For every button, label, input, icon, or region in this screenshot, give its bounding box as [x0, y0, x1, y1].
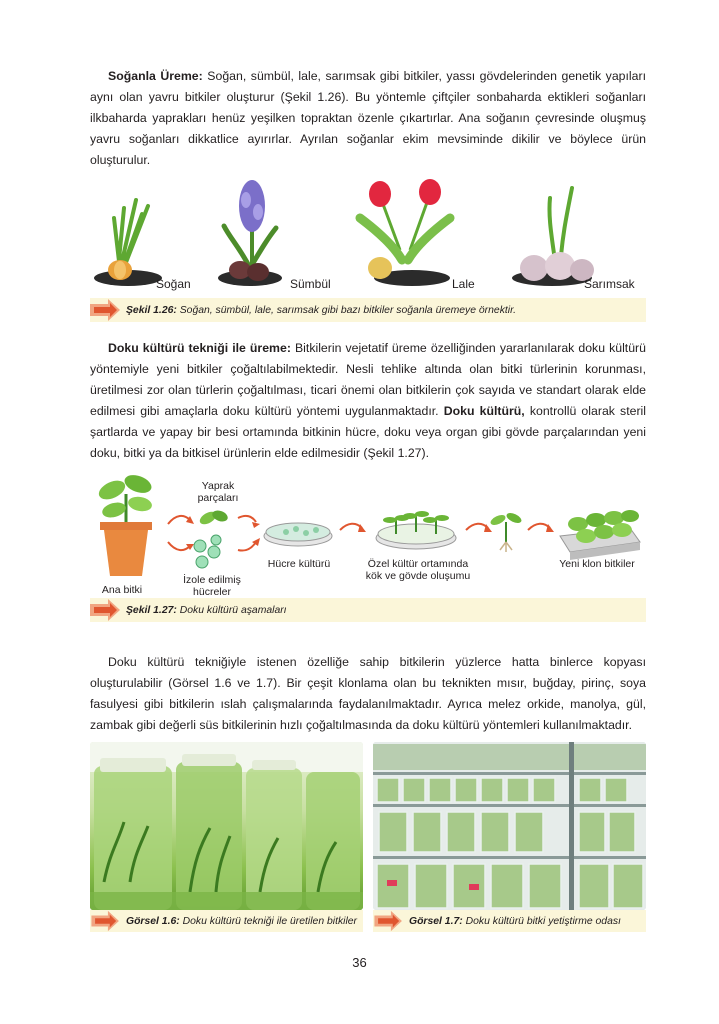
paragraph-bulb-reproduction — [90, 66, 646, 171]
label-isolated-cells-line1: İzole edilmiş — [183, 574, 241, 586]
tulip-icon — [360, 179, 450, 279]
tissue-culture-term: Doku kültürü, — [443, 404, 525, 418]
arrow-icon — [90, 298, 124, 322]
arrow-icon — [90, 910, 124, 932]
label-mother-plant: Ana bitki — [101, 584, 143, 596]
arrow-icon — [90, 598, 124, 622]
caption-figure-1-27 — [90, 598, 646, 622]
tissue-culture-text-b: kontrollü olarak steril şartlarda ve yapay bir besi ortamında bitkinin hücre, doku veya organ gibi gövde parçalarından yeni doku, bitki ya da bitkisel ürünlerin elde edilmesidir (Şekil 1.27). — [90, 404, 647, 460]
cell-culture-dish-icon — [264, 523, 332, 546]
label-onion: Soğan — [156, 277, 191, 291]
label-garlic: Sarımsak — [584, 277, 635, 291]
caption-text: Doku kültürü bitki yetiştirme odası — [462, 915, 621, 927]
label-leaf-pieces-line2: parçaları — [197, 492, 239, 504]
photo-jars — [90, 742, 363, 910]
label-hyacinth: Sümbül — [290, 277, 331, 291]
caption-text: Soğan, sümbül, lale, sarımsak gibi bazı bitkiler soğanla üremeye örnektir. — [176, 304, 517, 316]
photo-growth-room — [373, 742, 646, 910]
seedling-icon — [489, 511, 523, 552]
tissue-culture-text-a: Bitkilerin vejetatif üreme özelliğinden yararlanılarak doku kültürü yöntemiyle yeni bitkiler çoğaltılabilmektedir. Nesli tehlike altında olan bitki türlerinin korunması, üretilmesi zor olan türlerin çoğaltılması, ticari önemi olan bitkilerin çok sayıda ve standart olarak elde edilmesi gibi amaçlarla doku kültürü yöntemi uygulanmaktadır. — [90, 341, 646, 418]
caption-text: Doku kültürü tekniği ile üretilen bitkiler — [179, 915, 358, 927]
caption-label: Görsel 1.6: — [126, 915, 180, 927]
label-root-shoot — [360, 558, 476, 582]
paragraph-tissue-culture — [90, 338, 646, 464]
onion-icon — [108, 200, 148, 280]
heading-bulb-reproduction: Soğanla Üreme: — [108, 69, 203, 83]
label-leaf-pieces — [188, 480, 248, 504]
label-isolated-cells — [176, 574, 248, 598]
caption-label: Görsel 1.7: — [409, 915, 463, 927]
page-number: 36 — [352, 955, 367, 970]
label-isolated-cells-line2: hücreler — [193, 586, 231, 598]
figure-1-27 — [90, 472, 646, 596]
hyacinth-icon — [224, 180, 276, 281]
label-leaf-pieces-line1: Yaprak — [201, 480, 235, 492]
jars-image — [90, 742, 363, 910]
caption-text: Doku kültürü aşamaları — [176, 604, 287, 616]
figure-1-26 — [90, 178, 646, 296]
caption-figure-1-26 — [90, 298, 646, 322]
leaf-pieces-icon — [198, 509, 230, 527]
growth-room-image — [373, 742, 646, 910]
paragraph-tissue-culture-uses: Doku kültürü tekniğiyle istenen özelliğe sahip bitkilerin yüzlerce hatta binlerce kopyası oluşturulabilir (Görsel 1.6 ve 1.7). Bir çeşit klonlama olan bu teknikten mısır, buğday, pirinç, soya fasulyesi gibi bitkilerin ıslah çalışmalarında faydalanılmaktadır. Ayrıca melez orkide, manolya, gül, zambak gibi değerli süs bitkilerinin hızlı çoğaltılmasında da doku kültürü yöntemleri kullanılmaktadır. — [90, 655, 646, 732]
caption-photo-1-7 — [373, 910, 646, 932]
heading-tissue-culture: Doku kültürü tekniği ile üreme: — [108, 341, 291, 355]
label-cell-culture: Hücre kültürü — [267, 558, 331, 570]
label-root-shoot-line1: Özel kültür ortamında — [367, 558, 469, 570]
caption-label: Şekil 1.27: — [126, 604, 177, 616]
mother-plant-icon — [96, 472, 154, 576]
label-root-shoot-line2: kök ve gövde oluşumu — [365, 570, 471, 582]
garlic-icon — [520, 188, 594, 281]
arrow-icon — [373, 910, 407, 932]
label-new-clones: Yeni klon bitkiler — [559, 558, 635, 570]
caption-photo-1-6 — [90, 910, 363, 932]
caption-label: Şekil 1.26: — [126, 304, 177, 316]
clone-tray-icon — [560, 510, 640, 560]
bulb-reproduction-text: Soğan, sümbül, lale, sarımsak gibi bitkiler, yassı gövdelerinden genetik yapıları aynı olan yavru bitkiler oluşturur (Şekil 1.26). Bu yöntemle çiftçiler sonbaharda ektikleri soğanları ilkbaharda yaprakları henüz yeşilken topraktan özenle çıkartırlar. Ana soğanın çevresinde oluşmuş yavru soğanları dikkatlice ayırırlar. Ayrılan soğanlar ekim mevsiminde dikilir ve böylece ürün oluşturulur. — [90, 69, 646, 167]
isolated-cells-icon — [194, 535, 221, 568]
shoot-dish-icon — [376, 511, 456, 549]
label-tulip: Lale — [452, 277, 475, 291]
